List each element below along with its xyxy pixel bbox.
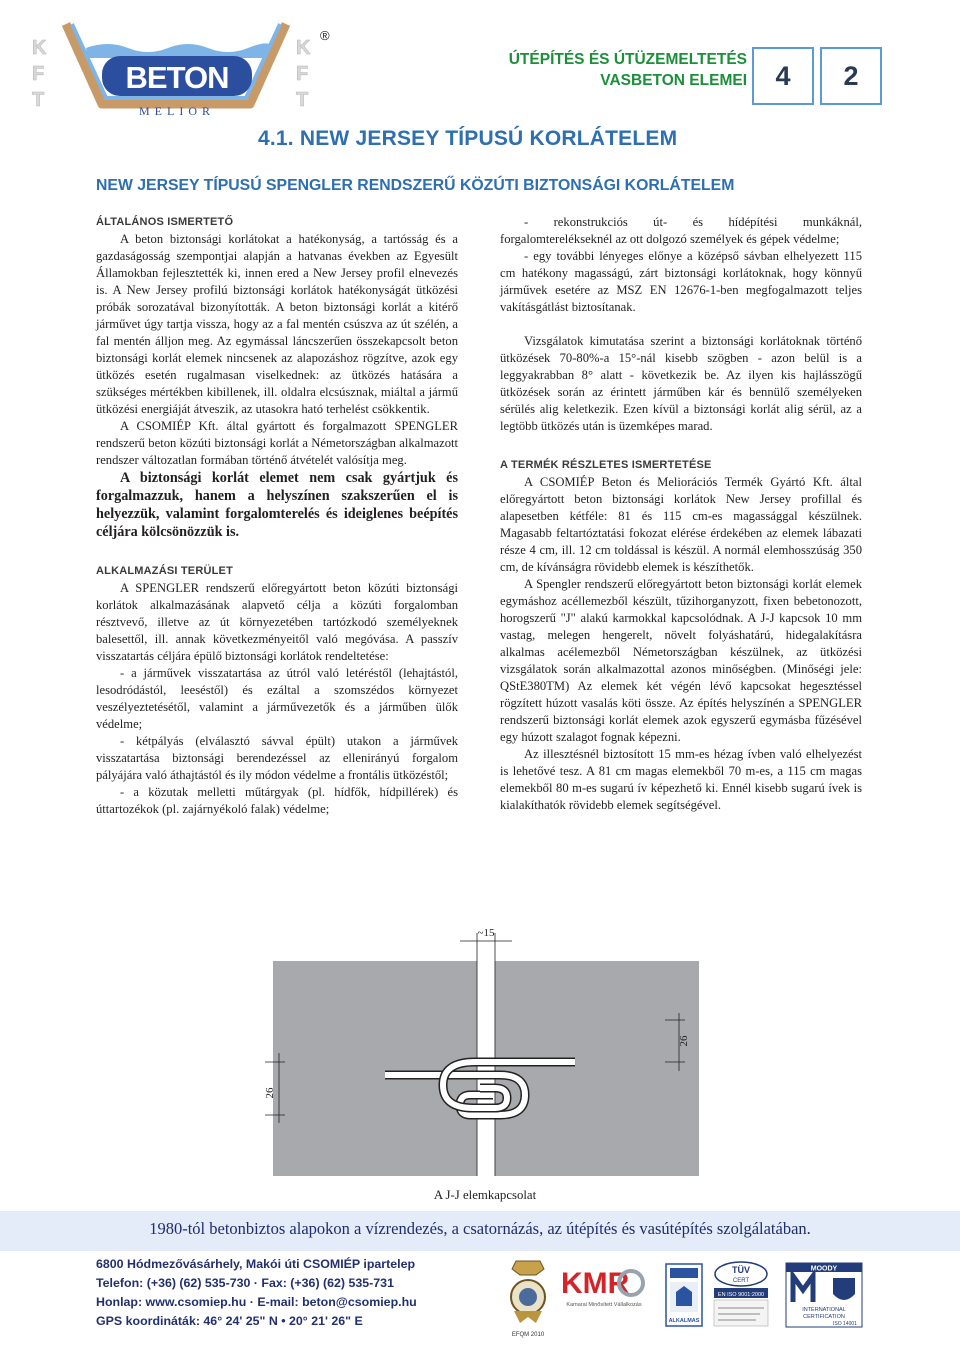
- heading-general: ÁLTALÁNOS ISMERTETŐ: [96, 216, 234, 228]
- tuv-cert: [712, 1260, 770, 1328]
- para-general: A beton biztonsági korlátokat a hatékonyság, a tartósság és a gazdaságosság szempontjai alapján a hatvanas években az Egyesült Államokban fejlesztették ki, innen ered a New Jersey profil elnevezés is. A New Jersey profilú biztonsági korlátok hatékonyságát ütközési próbák sorozatával bizonyították. A beton biztonsági korlát a kitérő járművet úgy tartja vissza, hogy az a fal mentén csúszva az út szélén, a fal mentén álljon meg. Az egymással láncszerűen összekapcsolt beton biztonsági korlát elemek nincsenek az alapozáshoz rögzítve, azok egy ütközés esetén rugalmasan viselkednek: az ütközés hatására a szükséges mértékben kibillenek, ill. oldalra elcsúsznak, miáltal a jármű ütközési energiáját átveszik, az utasokra ható terhelést csökkentik.: [96, 232, 458, 416]
- para-details-3: Az illesztésnél biztosított 15 mm-es hézag ívben való elhelyezést is lehetővé tesz. A 81 cm magas elemekből 70 m-es, a 115 cm magas elemekből 80 m-es sugarú ív képezhető ki. Ennél kisebb sugarú ívek is kialakíthatók rövidebb elemek segítségével.: [500, 747, 862, 812]
- tuv-text: TÜV: [732, 1265, 750, 1275]
- kmr-subtitle: Kamarai Minősített Vállalkozás: [566, 1302, 642, 1308]
- moody-text: MOODY: [810, 1265, 838, 1273]
- dim-label-left: 26: [264, 1087, 276, 1099]
- left-column: [96, 214, 458, 818]
- logo-wave: [86, 43, 272, 58]
- moody-sub2: CERTIFICATION: [803, 1314, 845, 1320]
- dim-label-top: ~15: [477, 927, 495, 939]
- moody-iso: ISO 14001: [833, 1321, 857, 1327]
- tuv-iso: EN ISO 9001:2000: [717, 1292, 765, 1298]
- quality-label: ALKALMAS: [668, 1318, 700, 1324]
- para-application: A SPENGLER rendszerű előregyártott beton közúti biztonsági korlátok alkalmazásának alapvető célja a közúti forgalomban résztvevő, illetve az út környezetében tartózkodó személyeknek balesettől, ill. annak következményeitől való megóvása. A passzív visszatartás céljára épülő biztonsági korlátok rendeltetése:: [96, 581, 458, 663]
- right-column: [500, 214, 862, 814]
- tuv-cert-text: CERT: [732, 1278, 750, 1284]
- logo-beton-text: BETON: [125, 60, 229, 95]
- logo-melior-text: MELIOR: [139, 104, 215, 118]
- logo-t-right: T: [296, 89, 309, 111]
- registered-mark: ®: [320, 28, 330, 43]
- para-details-2: A Spengler rendszerű előregyártott beton biztonsági korlát elemek egymáshoz acéllemezből készült, tűzihorganyzott, fixen bebetonozott, horogszerű "J" alakú karmokkal kapcsolódnak. A J-J kapcsok 10 mm vastag, melegen hengerelt, növelt folyáshatárú, hidegalakításra alkalmas acélemezből Németországban készülnek, az ütközési vizsgálatok során alkalmazottal azonos minőségben. (Minőségi jele: QStE380TM) Az elemek két végén lévő kapcsokat hegesztéssel rögzített húzott vasalás köti össze. Az építés helyszínén a SPENGLER rendszerű biztonsági korlát elemek azok egyszerű egymásba fűzésével egy húzott szalagot fognak képezni.: [500, 577, 862, 744]
- para-csomiep: A CSOMIÉP Kft. által gyártott és forgalmazott SPENGLER rendszerű beton közúti biztonsági korlát a Németországban alkalmazott rendszer változatlan formában történő átvételét valósítja meg.: [96, 419, 458, 467]
- bullet-item: - kétpályás (elválasztó sávval épült) utakon a járművek visszatartása biztonsági berendezéssel az ellenirányú forgalom pályájára való áthajtástól és ily módon védelme a frontális ütközéstől;: [96, 734, 458, 782]
- page-subtitle: NEW JERSEY TÍPUSÚ SPENGLER RENDSZERŰ KÖZÚTI BIZTONSÁGI KORLÁTELEM: [96, 177, 735, 194]
- bullet-item: - egy további lényeges előnye a középső sávban elhelyezett 115 cm hatékony magasságú, zárt biztonsági korlátoknak, hogy könnyű járművek esetére az MSZ EN 12676-1-ben megfogalmazott teljes vakításgátlást biztosítanak.: [500, 249, 862, 314]
- figure-caption: A J-J elemkapcsolat: [433, 1188, 537, 1202]
- para-service-bold: A biztonsági korlát elemet nem csak gyártjuk és forgalmazzuk, hanem a helyszínen szakszerűen el is helyezzük, valamint forgalomterelés és ideiglenes beépítés céljára kölcsönözzük is.: [96, 470, 458, 540]
- logo-k-left: K: [32, 37, 47, 59]
- page-number-box: 2: [820, 47, 882, 105]
- quality-mark: [664, 1262, 704, 1328]
- bullet-item: - a járművek visszatartása az útról való letéréstől (lehajtástól, lesodródástól, leeséstől) és ezáltal a szomszédos környezet veszélyeztetésétől, valamint a járművezetők és a járműben ülők védelme;: [96, 666, 458, 731]
- moody-cert: [785, 1262, 863, 1328]
- company-phone: Telefon: (+36) (62) 535-730 · Fax: (+36) (62) 535-731: [96, 1276, 394, 1290]
- company-web[interactable]: Honlap: www.csomiep.hu · E-mail: beton@csomiep.hu: [96, 1295, 417, 1309]
- heading-details: A TERMÉK RÉSZLETES ISMERTETÉSE: [500, 459, 712, 471]
- para-tests: Vizsgálatok kimutatása szerint a biztonsági korlátoknak történő ütközések 70-80%-a 15°-nál kisebb szögben - azon belül is a leggyakrabban 8° alatt - következik be. Az ilyen kis hajlásszögű ütközések során az érintett járműben kár és bennülő személyeken sérülés alig keletkezik. Ezen kívül a biztonsági korlát alig sérül, az a legtöbb ütközés után is üzemképes marad.: [500, 334, 862, 433]
- efqm-badge: [506, 1257, 550, 1339]
- logo-f-right: F: [296, 63, 309, 85]
- heading-application: ALKALMAZÁSI TERÜLET: [96, 565, 234, 577]
- logo-t-left: T: [32, 89, 45, 111]
- company-address: 6800 Hódmezővásárhely, Makói úti CSOMIÉP ipartelep: [96, 1257, 416, 1271]
- bullet-item: - a közutak melletti műtárgyak (pl. hídfők, hídpillérek) és úttartozékok (pl. zajárnyékoló falak) védelme;: [96, 785, 458, 816]
- right-panel: [495, 961, 699, 1176]
- logo-f-left: F: [32, 63, 45, 85]
- moody-sub1: INTERNATIONAL: [802, 1307, 846, 1313]
- kmr-text: KMR: [561, 1267, 630, 1300]
- section-title: 4.1. NEW JERSEY TÍPUSÚ KORLÁTELEM: [258, 127, 678, 150]
- logo-k-right: K: [296, 37, 311, 59]
- header-title-line1: ÚTÉPÍTÉS ÉS ÚTÜZEMELTETÉS: [508, 51, 747, 68]
- company-gps: GPS koordináták: 46° 24' 25" N • 20° 21' 26" E: [96, 1314, 363, 1328]
- efqm-label: EFQM 2010: [511, 1332, 545, 1338]
- para-details-1: A CSOMIÉP Beton és Meliorációs Termék Gyártó Kft. által előregyártott beton biztonsági korlátok New Jersey profillal és alapesetben kétféle: 81 és 115 cm-es magassággal készülnek. Magasabb feltartóztatási fokozat elérése érdekében az elemek lábazati része 4 cm, ill. 12 cm toldással is készül. A normál elemhosszúság 350 cm, de kívánságra rövidebb elemek is készíthetők.: [500, 475, 862, 574]
- bullet-item: - rekonstrukciós út- és hídépítési munkáknál, forgalomterelékseknél az ott dolgozó személyek és gépek védelme;: [500, 215, 862, 246]
- jj-joint-drawing: [255, 925, 717, 1181]
- slogan-text: 1980-tól betonbiztos alapokon a vízrendezés, a csatornázás, az útépítés és vasútépítés szolgálatában.: [149, 1219, 811, 1238]
- beton-melior-logo: [28, 18, 354, 124]
- dim-label-right: 26: [678, 1035, 690, 1047]
- chapter-number-box: 4: [752, 47, 814, 105]
- header-title-line2: VASBETON ELEMEI: [600, 72, 747, 89]
- kmr-logo: [559, 1262, 649, 1310]
